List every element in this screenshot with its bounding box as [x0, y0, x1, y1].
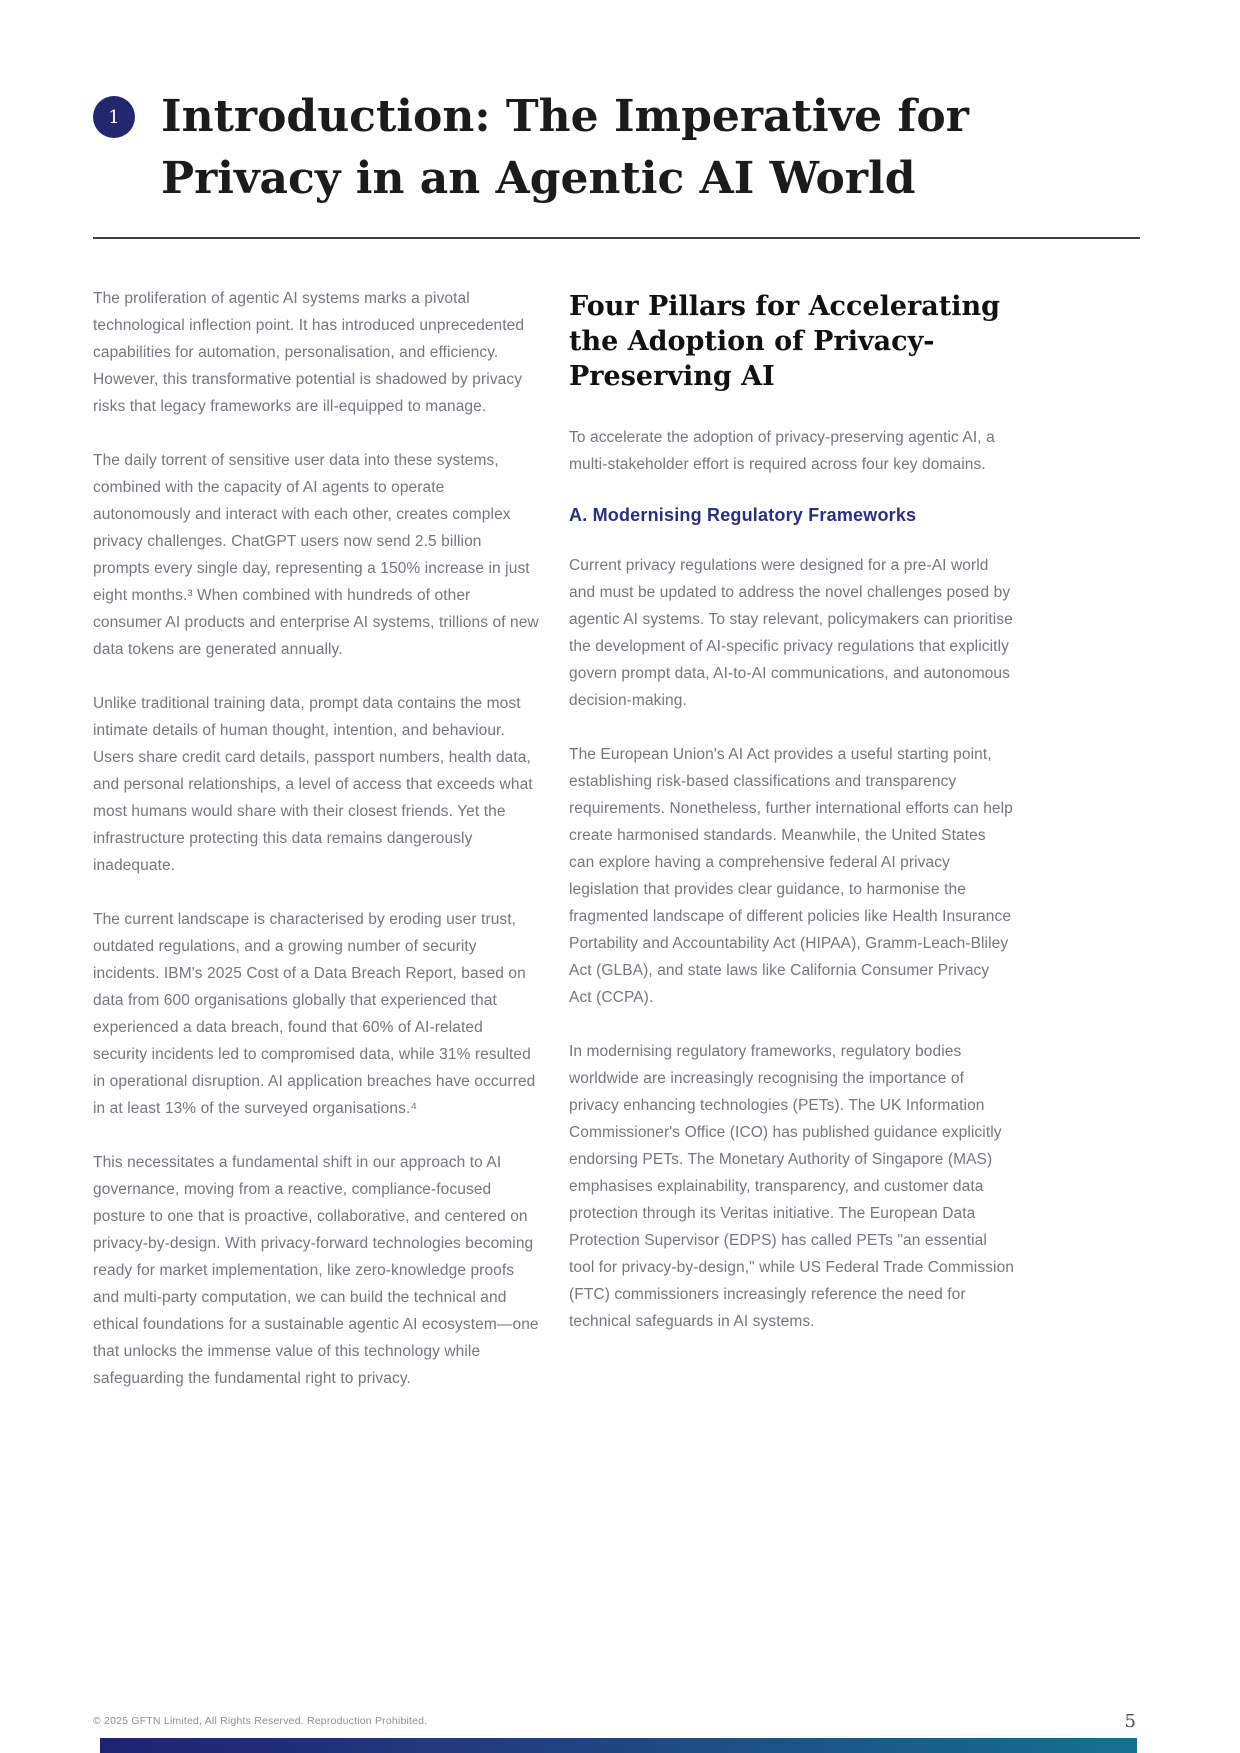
body-paragraph: This necessitates a fundamental shift in our approach to AI governance, moving from a reactive, compliance-focused posture to one that is proactive, collaborative, and centered on privacy-by-design. With privacy-forward technologies becoming ready for market implementation, like zero-knowledge proofs and multi-party computation, we can build the technical and ethical foundations for a sustainable agentic AI ecosystem—one that unlocks the immense value of this technology while safeguarding the fundamental right to privacy. — [93, 1154, 539, 1388]
section-header — [93, 86, 1140, 209]
body-paragraph: In modernising regulatory frameworks, regulatory bodies worldwide are increasingly recognising the importance of privacy enhancing technologies (PETs). The UK Information Commissioner's Office (ICO) has published guidance explicitly endorsing PETs. The Monetary Authority of Singapore (MAS) emphasises explainability, transparency, and customer data protection through its Veritas initiative. The European Data Protection Supervisor (EDPS) has called PETs "an essential tool for privacy-by-design," while US Federal Trade Commission (FTC) commissioners increasingly reference the need for technical safeguards in AI systems. — [569, 1043, 1015, 1331]
body-paragraph: The daily torrent of sensitive user data into these systems, combined with the capacity of AI agents to operate autonomously and interact with each other, creates complex privacy challenges. ChatGPT users now send 2.5 billion prompts every single day, representing a 150% increase in just eight months.³ When combined with hundreds of other consumer AI products and enterprise AI systems, trillions of new data tokens are generated annually. — [93, 452, 539, 659]
section-number-badge — [93, 96, 135, 138]
page-content — [93, 86, 1140, 1419]
four-pillars-heading: Four Pillars for Accelerating the Adoption of Privacy-Preserving AI — [569, 291, 1000, 393]
section-number: 1 — [108, 106, 120, 128]
body-paragraph: The current landscape is characterised by eroding user trust, outdated regulations, and a growing number of security incidents. IBM's 2025 Cost of a Data Breach Report, based on data from 600 organisations globally that experienced that experienced a data breach, found that 60% of AI-related security incidents led to compromised data, while 31% resulted in operational disruption. AI application breaches have occurred in at least 13% of the surveyed organisations.⁴ — [93, 911, 536, 1118]
page-number: 5 — [1124, 1711, 1136, 1732]
body-paragraph: Unlike traditional training data, prompt data contains the most intimate details of human thought, intention, and behaviour. Users share credit card details, passport numbers, health data, and personal relationships, a level of access that exceeds what most humans would share with their closest friends. Yet the infrastructure protecting this data remains dangerously inadequate. — [93, 695, 533, 875]
right-column — [569, 285, 1015, 1419]
two-column-body — [93, 285, 1140, 1419]
subsection-a-heading: A. Modernising Regulatory Frameworks — [569, 505, 917, 526]
body-paragraph: Current privacy regulations were designed for a pre-AI world and must be updated to address the novel challenges posed by agentic AI systems. To stay relevant, policymakers can prioritise the development of AI-specific privacy regulations that explicitly govern prompt data, AI-to-AI communications, and autonomous decision-making. — [569, 557, 1013, 710]
body-paragraph: The European Union's AI Act provides a useful starting point, establishing risk-based classifications and transparency requirements. Nonetheless, further international efforts can help create harmonised standards. Meanwhile, the United States can explore having a comprehensive federal AI privacy legislation that provides clear guidance, to harmonise the fragmented landscape of different policies like Health Insurance Portability and Accountability Act (HIPAA), Gramm-Leach-Bliley Act (GLBA), and state laws like California Consumer Privacy Act (CCPA). — [569, 746, 1013, 1007]
page-title: Introduction: The Imperative for Privacy in an Agentic AI World — [161, 91, 969, 204]
pillars-intro-paragraph: To accelerate the adoption of privacy-preserving agentic AI, a multi-stakeholder effort is required across four key domains. — [569, 429, 995, 474]
footer-gradient-bar — [100, 1738, 1137, 1753]
title-divider — [93, 237, 1140, 239]
body-paragraph: The proliferation of agentic AI systems marks a pivotal technological inflection point. It has introduced unprecedented capabilities for automation, personalisation, and efficiency. However, this transformative potential is shadowed by privacy risks that legacy frameworks are ill-equipped to manage. — [93, 290, 525, 416]
left-column — [93, 285, 541, 1419]
copyright-notice: © 2025 GFTN Limited, All Rights Reserved. Reproduction Prohibited. — [93, 1715, 428, 1727]
